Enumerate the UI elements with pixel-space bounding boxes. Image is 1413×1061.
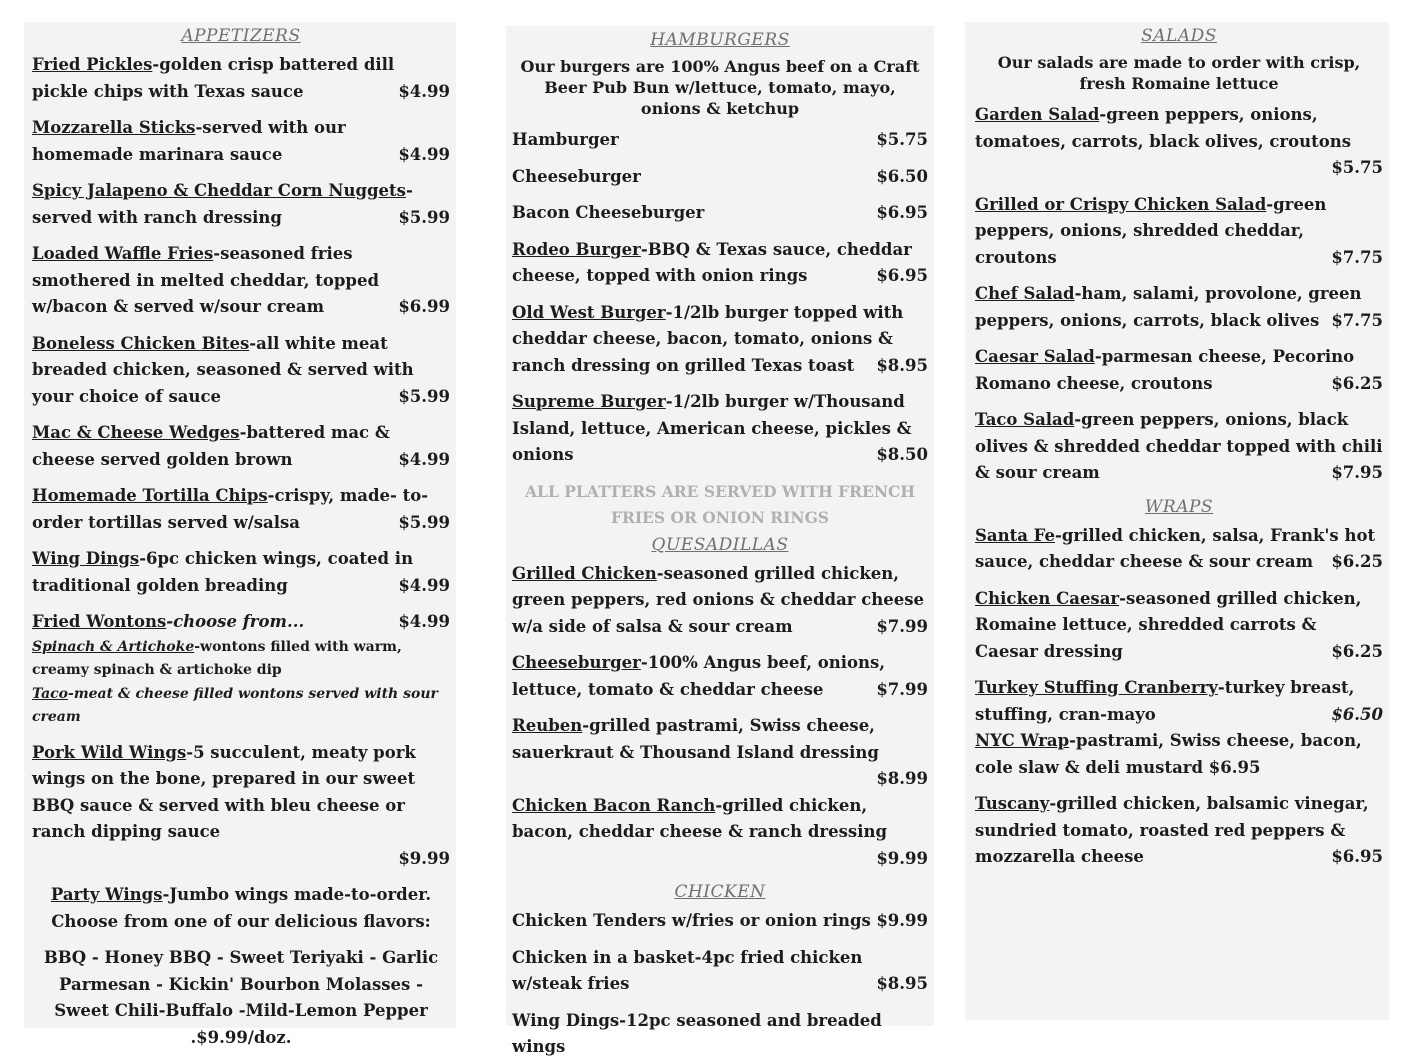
item-desc: -battered mac & cheese served golden brown [32, 423, 390, 469]
item-price: $6.25 [1331, 552, 1383, 571]
menu-item [975, 791, 1383, 871]
item-price: $5.75 [1331, 158, 1383, 177]
item-price: $4.99 [398, 144, 450, 164]
item-desc: -6pc chicken wings, coated in traditional golden breading [32, 549, 414, 595]
menu-item [975, 523, 1383, 576]
item-name: Old West Burger [512, 302, 666, 322]
item-desc: -served with our homemade marinara sauce [32, 118, 346, 164]
menu-item [32, 420, 450, 473]
item-name: Grilled or Crispy Chicken Salad [975, 194, 1267, 214]
menu-item [512, 793, 928, 873]
item-name: NYC Wrap [975, 731, 1070, 750]
item-desc: -green peppers, onions, tomatoes, carrots, black olives, croutons [975, 105, 1351, 151]
item-price: $4.99 [398, 449, 450, 469]
item-desc: -green peppers, onions, black olives & shredded cheddar topped with chili & sour cream [975, 410, 1383, 482]
menu-item [32, 331, 450, 411]
item-price: $6.99 [398, 297, 450, 316]
item-desc: -seasoned grilled chicken, green peppers, red onions & cheddar cheese w/a side of salsa & sour cream [512, 563, 925, 636]
item-desc: -served with ranch dressing [32, 181, 413, 227]
item-name: Caesar Salad [975, 347, 1095, 366]
menu-item [975, 281, 1383, 334]
item-price: $7.99 [876, 679, 928, 699]
item-desc: -grilled chicken, bacon, cheddar cheese & ranch dressing [512, 795, 887, 841]
party-wings-price: .$9.99/doz. [190, 1027, 292, 1047]
option-name: Spinach & Artichoke [32, 638, 195, 655]
salads-wraps-column [965, 22, 1389, 1020]
option-desc: -wontons filled with warm, creamy spinach & artichoke dip [32, 638, 402, 678]
item-name: Chicken Caesar [975, 588, 1120, 608]
item-desc: -green peppers, onions, shredded cheddar, croutons [975, 194, 1327, 267]
item-name: Boneless Chicken Bites [32, 333, 250, 353]
item-name: Santa Fe [975, 525, 1055, 545]
item-name: Fried Wontons [32, 612, 167, 631]
item-price: $9.99 [876, 848, 928, 868]
wonton-option [32, 636, 450, 683]
menu-item [32, 241, 450, 321]
menu-item [512, 200, 928, 227]
item-price: $8.95 [876, 355, 928, 375]
platters-note: ALL PLATTERS ARE SERVED WITH FRENCH FRIES OR ONION RINGS [525, 481, 915, 527]
item-price: $5.75 [876, 130, 928, 149]
item-name: Taco Salad [975, 410, 1075, 429]
item-price: $4.99 [398, 575, 450, 595]
menu-item [975, 675, 1383, 728]
item-desc: -seasoned grilled chicken, Romaine lettuce, shredded carrots & Caesar dressing [975, 588, 1362, 661]
item-name: Hamburger [512, 130, 619, 149]
item-desc: -golden crisp battered dill pickle chips with Texas sauce [32, 55, 395, 101]
item-price: $6.25 [1331, 641, 1383, 661]
menu-item [512, 650, 928, 703]
item-text: Wing Dings-12pc seasoned and breaded wings [512, 1010, 882, 1056]
item-price: $8.99 [876, 769, 928, 788]
item-name: Tuscany [975, 794, 1050, 813]
menu-item [512, 164, 928, 191]
item-price: $6.95 [876, 266, 928, 285]
item-desc: -seasoned fries smothered in melted cheddar, topped w/bacon & served w/sour cream [32, 244, 379, 316]
wonton-option [32, 683, 450, 730]
menu-item [975, 407, 1383, 487]
item-price: $6.95 [1331, 847, 1383, 866]
item-desc: -parmesan cheese, Pecorino Romano cheese, croutons [975, 347, 1355, 393]
item-desc: -grilled chicken, balsamic vinegar, sundried tomato, roasted red peppers & mozzarella cheese [975, 794, 1369, 866]
menu-item [512, 127, 928, 154]
hamburgers-intro: Our burgers are 100% Angus beef on a Craft Beer Pub Bun w/lettuce, tomato, mayo, onions & ketchup [520, 57, 920, 118]
item-desc: -1/2lb burger topped with cheddar cheese, bacon, tomato, onions & ranch dressing on grilled Texas toast [512, 302, 904, 375]
menu-item [512, 713, 928, 793]
item-desc: -BBQ & Texas sauce, cheddar cheese, topped with onion rings [512, 239, 912, 285]
item-price: $6.50 [1331, 704, 1383, 724]
item-desc: -crispy, made- to-order tortillas served w/salsa [32, 486, 429, 532]
section-title-quesadillas: QUESADILLAS [651, 534, 789, 555]
section-title-salads: SALADS [1141, 26, 1217, 46]
menu-item [32, 546, 450, 599]
section-title-appetizers: APPETIZERS [181, 26, 301, 46]
menu-item-party-wings [32, 882, 450, 935]
menu-item [512, 1008, 928, 1061]
item-desc: -choose from... [166, 612, 305, 631]
item-desc: -pastrami, Swiss cheese, bacon, cole slaw & deli mustard [975, 731, 1362, 777]
item-name: Spicy Jalapeno & Cheddar Corn Nuggets [32, 181, 406, 200]
item-price: $6.25 [1331, 373, 1383, 393]
item-name: Rodeo Burger [512, 239, 641, 259]
item-name: Turkey Stuffing Cranberry [975, 678, 1218, 697]
item-desc: -1/2lb burger w/Thousand Island, lettuce, American cheese, pickles & onions [512, 392, 912, 464]
item-price: $5.99 [398, 386, 450, 406]
item-price: $8.50 [876, 445, 928, 464]
item-name: Mac & Cheese Wedges [32, 423, 240, 442]
item-price: $7.75 [1331, 247, 1383, 267]
menu-item [975, 344, 1383, 397]
menu-item [512, 300, 928, 380]
menu-item [512, 908, 928, 935]
salads-intro: Our salads are made to order with crisp, fresh Romaine lettuce [997, 53, 1361, 93]
item-name: Cheeseburger [512, 166, 641, 186]
item-text: Chicken Tenders w/fries or onion rings [512, 911, 871, 930]
item-name: Grilled Chicken [512, 563, 657, 583]
item-desc: -Jumbo wings made-to-order. Choose from one of our delicious flavors: [51, 885, 432, 931]
item-price: $7.95 [1331, 463, 1383, 482]
item-name: Bacon Cheeseburger [512, 203, 705, 222]
menu-item [32, 178, 450, 231]
item-desc: -grilled chicken, salsa, Frank's hot sauce, cheddar cheese & sour cream [975, 525, 1376, 571]
option-name: Taco [32, 685, 69, 702]
menu-item [512, 237, 928, 290]
menu-item [512, 389, 928, 469]
item-text: Chicken in a basket-4pc fried chicken w/steak fries [512, 947, 863, 993]
item-name: Loaded Waffle Fries [32, 244, 214, 263]
menu-item [512, 945, 928, 998]
item-name: Wing Dings [32, 549, 140, 568]
menu-item-wontons [32, 609, 450, 636]
item-price: $8.95 [876, 974, 928, 993]
item-price: $5.99 [398, 207, 450, 227]
item-price: $6.95 [876, 203, 928, 222]
item-desc: -all white meat breaded chicken, seasoned & served with your choice of sauce [32, 333, 414, 406]
section-title-hamburgers: HAMBURGERS [650, 30, 790, 50]
item-name: Garden Salad [975, 105, 1100, 124]
option-desc: -meat & cheese filled wontons served with sour cream [32, 685, 438, 725]
item-price: $6.95 [1208, 757, 1261, 777]
item-name: Chef Salad [975, 284, 1075, 303]
menu-item [975, 192, 1383, 272]
appetizers-column [24, 22, 456, 1047]
item-desc: -5 succulent, meaty pork wings on the bone, prepared in our sweet BBQ sauce & served with bleu cheese or ranch dipping sauce [32, 742, 416, 841]
item-price: $4.99 [398, 81, 450, 101]
menu-item [32, 483, 450, 536]
item-name: Cheeseburger [512, 653, 641, 672]
menu-item [975, 586, 1383, 666]
item-name: Party Wings [50, 885, 163, 904]
section-title-wraps: WRAPS [1144, 496, 1214, 517]
item-desc: -turkey breast, stuffing, cran-mayo [975, 678, 1355, 724]
item-price: $9.99 [876, 911, 928, 930]
item-price: $7.75 [1331, 310, 1383, 330]
section-title-chicken: CHICKEN [674, 882, 766, 902]
wing-flavors: BBQ - Honey BBQ - Sweet Teriyaki - Garlic Parmesan - Kickin' Bourbon Molasses -Sweet Chili-Buffalo -Mild-Lemon Pepper [43, 948, 439, 1020]
item-price: $7.99 [876, 616, 928, 636]
item-price: $5.99 [398, 512, 450, 532]
item-price: $4.99 [398, 612, 450, 631]
item-desc: -100% Angus beef, onions, lettuce, tomato & cheddar cheese [512, 653, 886, 699]
item-name: Supreme Burger [512, 392, 666, 411]
menu-item [32, 115, 450, 168]
item-name: Homemade Tortilla Chips [32, 486, 268, 505]
item-name: Fried Pickles [32, 55, 153, 74]
item-name: Mozzarella Sticks [32, 118, 196, 137]
item-name: Reuben [512, 716, 583, 735]
item-name: Chicken Bacon Ranch [512, 795, 716, 815]
menu-item [32, 52, 450, 105]
menu-item [975, 102, 1383, 182]
item-price: $6.50 [876, 166, 928, 186]
item-desc: -ham, salami, provolone, green peppers, onions, carrots, black olives [975, 284, 1362, 330]
item-price: $9.99 [398, 848, 450, 868]
item-desc: -grilled pastrami, Swiss cheese, sauerkraut & Thousand Island dressing [512, 716, 879, 762]
menu-item [975, 728, 1383, 781]
menu-item [512, 561, 928, 641]
menu-item-pork-wings [32, 740, 450, 873]
item-name: Pork Wild Wings [32, 742, 187, 762]
hamburgers-column [506, 26, 934, 1056]
